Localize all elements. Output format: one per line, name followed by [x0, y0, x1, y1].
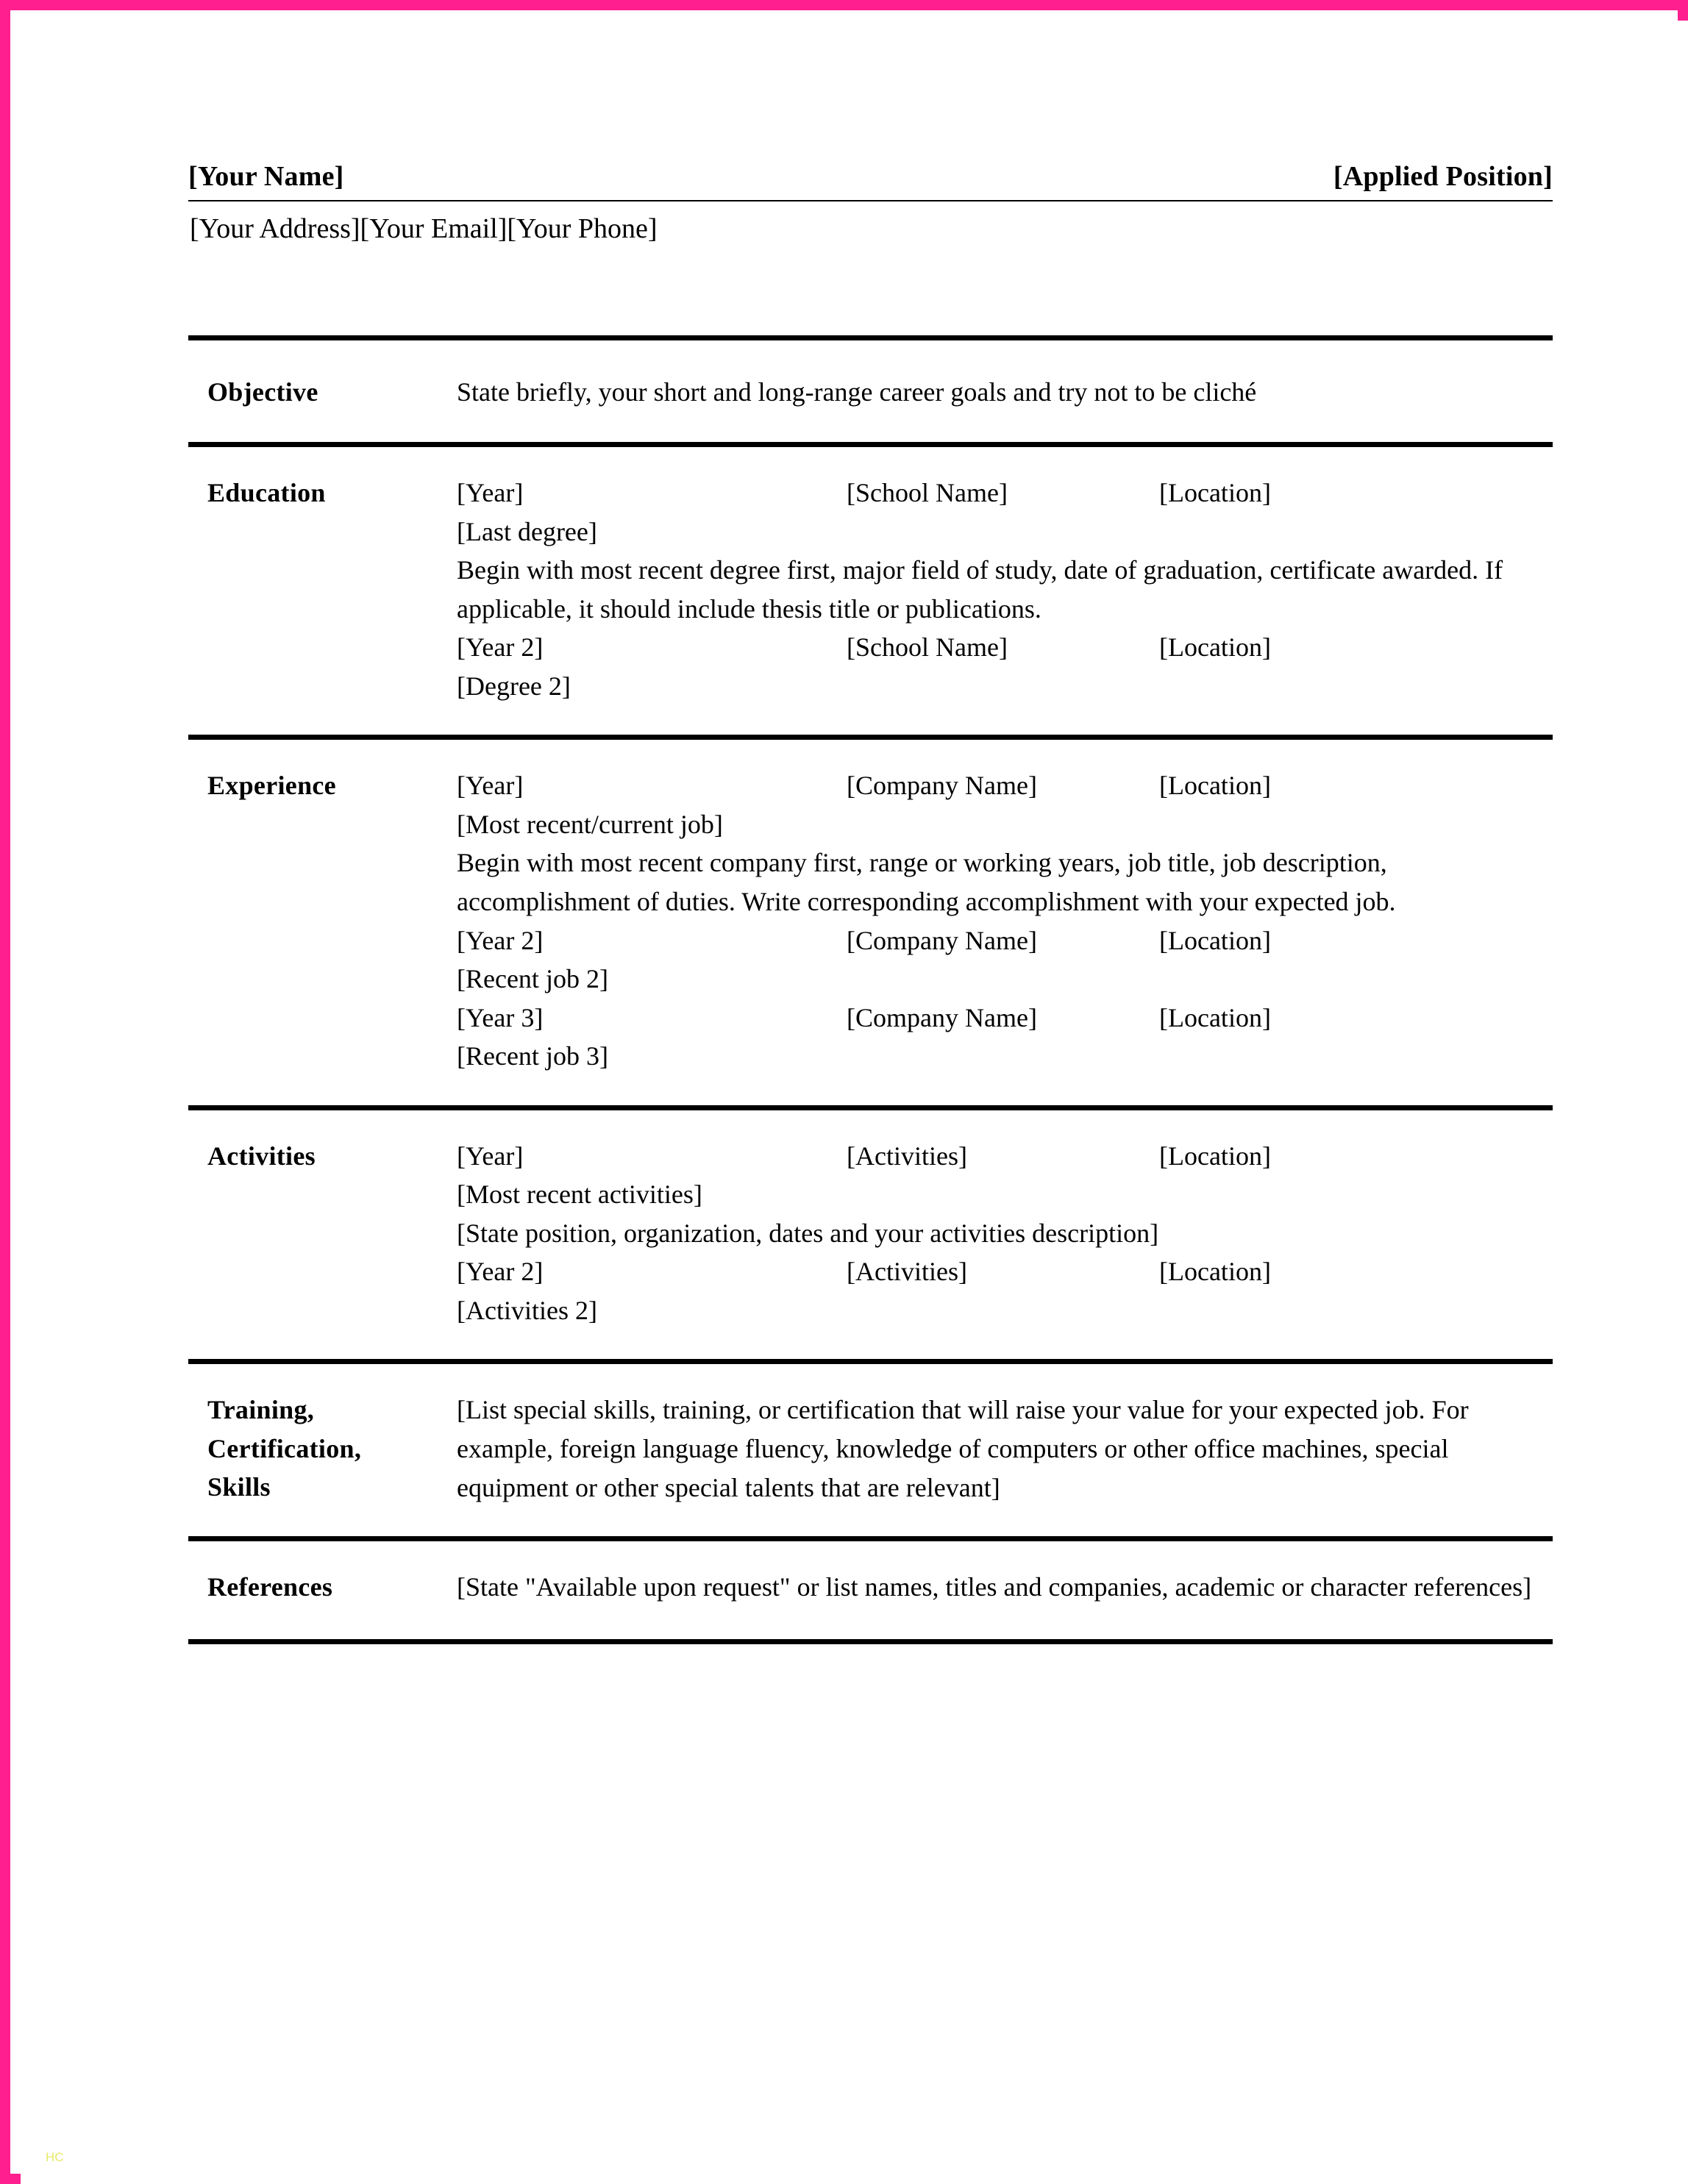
section-body-experience — [457, 766, 1553, 1075]
section-education — [188, 447, 1553, 735]
section-activities — [188, 1110, 1553, 1360]
header-divider — [188, 200, 1553, 201]
education-entry-2 — [457, 628, 1553, 667]
section-divider-bottom — [188, 1639, 1553, 1644]
experience-job-1: [Most recent/current job] — [457, 809, 723, 839]
section-body-education — [457, 474, 1553, 705]
experience-company-3: [Company Name] — [847, 1002, 1037, 1032]
activities-year-1: [Year] — [457, 1141, 524, 1171]
section-label-education: Education — [207, 478, 326, 508]
education-description: Begin with most recent degree first, major field of study, date of graduation, certificate awarded. If applicable, it should include thesis title or publications. — [457, 555, 1503, 624]
education-entry-1 — [457, 474, 1553, 513]
references-text: [State "Available upon request" or list names, titles and companies, academic or character references] — [457, 1572, 1532, 1602]
experience-job-2: [Recent job 2] — [457, 964, 608, 994]
experience-year-1: [Year] — [457, 771, 524, 801]
document-page — [21, 21, 1688, 2184]
section-body-activities — [457, 1137, 1553, 1330]
training-label-line1: Training, — [207, 1395, 315, 1425]
activities-entry-2 — [457, 1252, 1553, 1291]
education-year-2: [Year 2] — [457, 632, 544, 663]
activities-entry-1 — [457, 1137, 1553, 1176]
objective-text: State briefly, your short and long-range career goals and try not to be cliché — [457, 377, 1257, 407]
education-location-1: [Location] — [1159, 478, 1271, 508]
section-experience — [188, 740, 1553, 1105]
section-divider-training — [188, 1359, 1553, 1364]
activities-name-2: [Activities] — [847, 1257, 967, 1287]
applied-position: [Applied Position] — [1333, 161, 1553, 192]
section-body-training — [457, 1391, 1553, 1507]
education-school-1: [School Name] — [847, 478, 1008, 508]
experience-description: Begin with most recent company first, range or working years, job title, job description, accomplishment of duties. Write corresponding accomplishment with your expected job. — [457, 848, 1396, 916]
section-body-references — [457, 1568, 1553, 1607]
section-divider-top — [188, 335, 1553, 340]
training-text: [List special skills, training, or certification that will raise your value for your expected job. For example, foreign language fluency, knowledge of computers or other office machines, special equipment or other special talents that are relevant] — [457, 1395, 1469, 1502]
education-location-2: [Location] — [1159, 632, 1271, 663]
activities-description: [State position, organization, dates and your activities description] — [457, 1218, 1159, 1248]
experience-entry-2 — [457, 921, 1553, 960]
experience-company-2: [Company Name] — [847, 925, 1037, 955]
experience-location-3: [Location] — [1159, 1002, 1271, 1032]
resume-content — [188, 160, 1553, 1644]
activities-year-2: [Year 2] — [457, 1257, 544, 1287]
section-label-references: References — [207, 1572, 333, 1602]
experience-entry-3 — [457, 999, 1553, 1038]
activities-location-2: [Location] — [1159, 1257, 1271, 1287]
activities-recent-2: [Activities 2] — [457, 1295, 597, 1325]
contact-line: [Your Address][Your Email][Your Phone] — [190, 213, 658, 244]
education-degree-1: [Last degree] — [457, 516, 597, 546]
resume-header — [188, 160, 1553, 200]
section-training — [188, 1364, 1553, 1536]
section-divider-education — [188, 442, 1553, 447]
training-label-line3: Skills — [207, 1471, 271, 1502]
experience-entry-1 — [457, 766, 1553, 805]
watermark: HC — [46, 2150, 64, 2164]
activities-recent-1: [Most recent activities] — [457, 1180, 702, 1210]
experience-location-2: [Location] — [1159, 925, 1271, 955]
activities-name-1: [Activities] — [847, 1141, 967, 1171]
experience-year-2: [Year 2] — [457, 925, 544, 955]
section-label-activities: Activities — [207, 1141, 316, 1171]
education-school-2: [School Name] — [847, 632, 1008, 663]
section-objective — [188, 340, 1553, 443]
activities-location-1: [Location] — [1159, 1141, 1271, 1171]
experience-year-3: [Year 3] — [457, 1002, 544, 1032]
resume-sections — [188, 335, 1553, 1644]
experience-job-3: [Recent job 3] — [457, 1041, 608, 1071]
experience-company-1: [Company Name] — [847, 771, 1037, 801]
section-body-objective — [457, 373, 1553, 412]
section-label-experience: Experience — [207, 771, 336, 801]
section-label-training — [188, 1391, 457, 1506]
training-label-line2: Certification, — [207, 1433, 362, 1463]
candidate-name: [Your Name] — [188, 161, 344, 192]
section-divider-references — [188, 1536, 1553, 1541]
section-label-objective: Objective — [207, 377, 318, 407]
section-divider-experience — [188, 735, 1553, 740]
experience-location-1: [Location] — [1159, 771, 1271, 801]
education-degree-2: [Degree 2] — [457, 671, 571, 701]
education-year-1: [Year] — [457, 478, 524, 508]
section-divider-activities — [188, 1105, 1553, 1110]
section-references — [188, 1541, 1553, 1639]
